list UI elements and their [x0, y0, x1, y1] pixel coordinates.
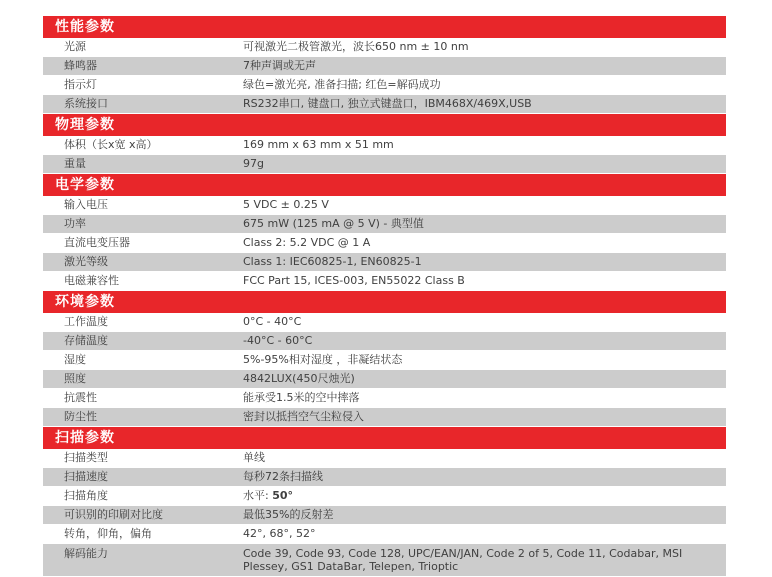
spec-value-bold: 50° — [272, 489, 294, 502]
spec-value — [243, 57, 726, 75]
spec-row — [43, 136, 726, 155]
spec-value — [243, 196, 726, 214]
spec-row — [43, 449, 726, 468]
spec-value — [243, 215, 726, 233]
spec-value — [243, 272, 726, 290]
section-header — [43, 174, 726, 196]
section-title: 环境参数 — [55, 294, 115, 310]
section-title: 性能参数 — [55, 19, 115, 35]
spec-value — [243, 38, 726, 56]
spec-label: 系统接口 — [64, 97, 108, 110]
spec-value — [243, 389, 726, 407]
section-header — [43, 427, 726, 449]
spec-value-text: -40°C - 60°C — [243, 334, 313, 347]
spec-value-text: FCC Part 15, ICES-003, EN55022 Class B — [243, 274, 465, 287]
spec-table — [43, 16, 726, 577]
spec-value — [243, 487, 726, 505]
spec-label: 照度 — [64, 372, 86, 385]
spec-row — [43, 196, 726, 215]
section-title: 电学参数 — [55, 177, 115, 193]
spec-row — [43, 468, 726, 487]
spec-value-text: 能承受1.5米的空中摔落 — [243, 391, 360, 404]
spec-label: 直流电变压器 — [64, 236, 130, 249]
section-title: 扫描参数 — [55, 430, 115, 446]
spec-label: 体积（长x宽 x高） — [64, 138, 158, 151]
spec-label: 扫描速度 — [64, 470, 108, 483]
spec-row — [43, 38, 726, 57]
spec-label: 指示灯 — [64, 78, 97, 91]
spec-row — [43, 215, 726, 234]
spec-row — [43, 525, 726, 544]
spec-value-text: 水平: — [243, 489, 273, 502]
spec-value — [243, 449, 726, 467]
spec-value-text: 97g — [243, 157, 264, 170]
spec-value-text: 每秒72条扫描线 — [243, 470, 323, 483]
section-header — [43, 114, 726, 136]
spec-value-text: RS232串口, 键盘口, 独立式键盘口，IBM468X/469X,USB — [243, 97, 532, 110]
spec-value-text: 169 mm x 63 mm x 51 mm — [243, 138, 394, 151]
spec-row — [43, 272, 726, 291]
spec-value — [243, 525, 726, 543]
spec-value-text: Code 39, Code 93, Code 128, UPC/EAN/JAN, Code 2 of 5, Code 11, Codabar, MSI Plessey, GS1 DataBar, Telepen, Trioptic — [243, 547, 683, 573]
spec-value — [243, 136, 726, 154]
spec-label: 重量 — [64, 157, 86, 170]
spec-label: 工作温度 — [64, 315, 108, 328]
spec-label: 激光等级 — [64, 255, 108, 268]
spec-value — [243, 313, 726, 331]
spec-value-text: 绿色=激光亮, 准备扫描; 红色=解码成功 — [243, 78, 441, 91]
spec-value — [243, 332, 726, 350]
spec-row — [43, 351, 726, 370]
spec-value-text: Class 1: IEC60825-1, EN60825-1 — [243, 255, 422, 268]
spec-value — [243, 253, 726, 271]
spec-value — [243, 351, 726, 369]
spec-row — [43, 487, 726, 506]
spec-value-text: 4842LUX(450尺烛光) — [243, 372, 355, 385]
spec-label: 扫描角度 — [64, 489, 108, 502]
spec-value — [243, 76, 726, 94]
spec-row — [43, 95, 726, 114]
spec-value — [243, 234, 726, 252]
spec-value — [243, 95, 726, 113]
spec-label: 可识别的印刷对比度 — [64, 508, 163, 521]
spec-label: 扫描类型 — [64, 451, 108, 464]
spec-label: 防尘性 — [64, 410, 97, 423]
spec-row — [43, 253, 726, 272]
section-header — [43, 291, 726, 313]
spec-row — [43, 313, 726, 332]
spec-row — [43, 76, 726, 95]
spec-row — [43, 234, 726, 253]
spec-row — [43, 332, 726, 351]
spec-value-text: 可视激光二极管激光，波长650 nm ± 10 nm — [243, 40, 469, 53]
section-title: 物理参数 — [55, 117, 115, 133]
spec-value — [243, 370, 726, 388]
spec-label: 转角，仰角，偏角 — [64, 527, 152, 540]
spec-label: 存储温度 — [64, 334, 108, 347]
spec-row — [43, 389, 726, 408]
spec-row — [43, 506, 726, 525]
spec-value-text: Class 2: 5.2 VDC @ 1 A — [243, 236, 371, 249]
spec-label: 输入电压 — [64, 198, 108, 211]
spec-label: 电磁兼容性 — [64, 274, 119, 287]
spec-row — [43, 408, 726, 427]
spec-row — [43, 155, 726, 174]
spec-value-text: 42°, 68°, 52° — [243, 527, 316, 540]
spec-label: 湿度 — [64, 353, 86, 366]
spec-value — [243, 506, 726, 524]
spec-value-text: 单线 — [243, 451, 265, 464]
spec-value — [243, 547, 726, 573]
spec-value-text: 5%-95%相对湿度 ，非凝结状态 — [243, 353, 403, 366]
spec-value-text: 675 mW (125 mA @ 5 V) - 典型值 — [243, 217, 424, 230]
spec-row — [43, 370, 726, 389]
spec-value-text: 5 VDC ± 0.25 V — [243, 198, 329, 211]
spec-value-text: 最低35%的反射差 — [243, 508, 334, 521]
spec-value — [243, 468, 726, 486]
spec-value-text: 0°C - 40°C — [243, 315, 302, 328]
spec-value-text: 7种声调或无声 — [243, 59, 316, 72]
spec-row — [43, 57, 726, 76]
spec-value-text: 密封以抵挡空气尘粒侵入 — [243, 410, 364, 423]
spec-label: 蜂鸣器 — [64, 59, 97, 72]
spec-label: 功率 — [64, 217, 86, 230]
spec-value — [243, 155, 726, 173]
section-header — [43, 16, 726, 38]
spec-label: 抗震性 — [64, 391, 97, 404]
spec-value — [243, 408, 726, 426]
spec-label: 光源 — [64, 40, 86, 53]
spec-row — [43, 544, 726, 577]
spec-label: 解码能力 — [64, 547, 108, 560]
